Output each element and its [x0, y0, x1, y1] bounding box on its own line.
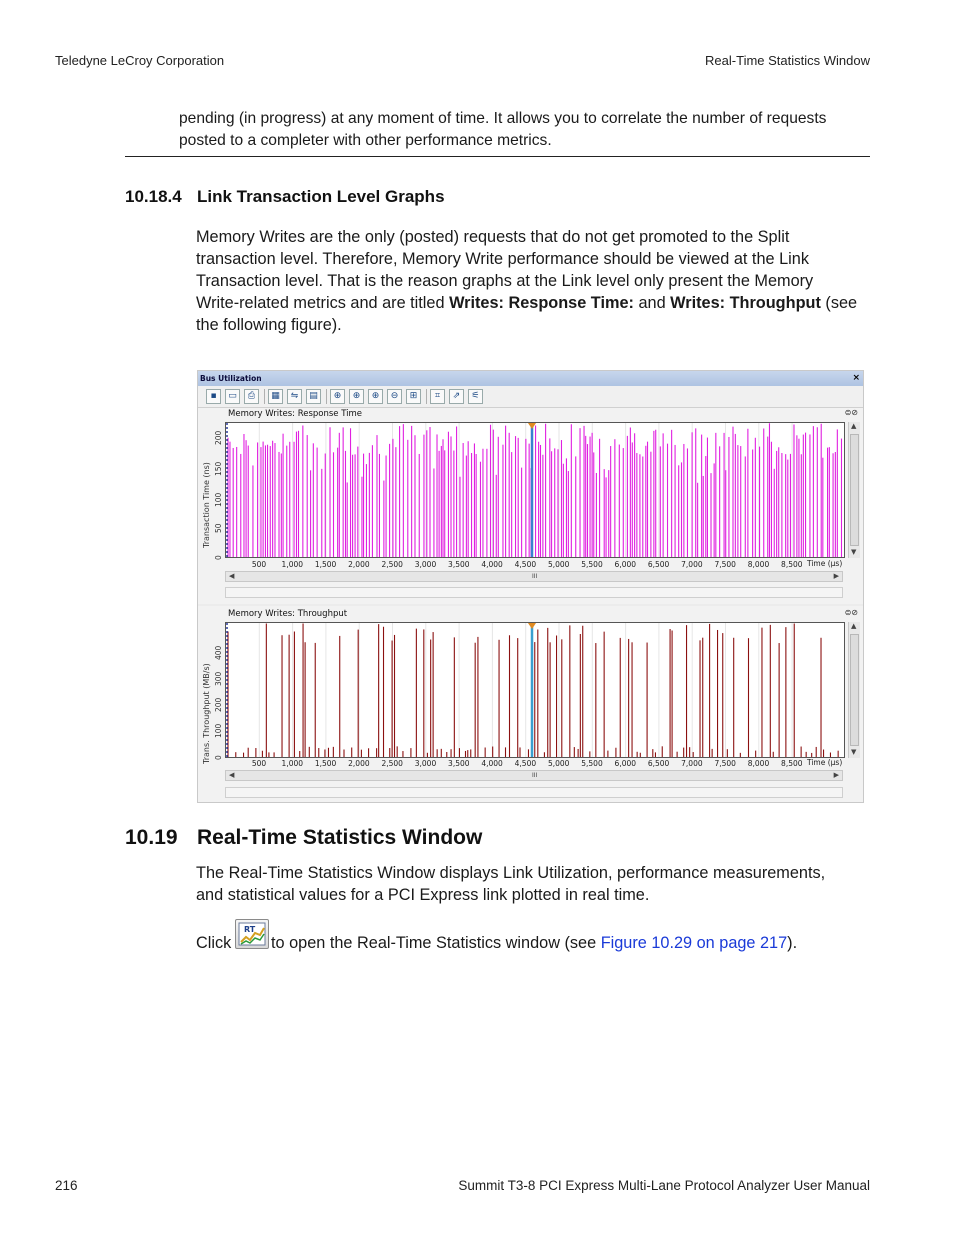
save-icon[interactable]: ▪ [206, 389, 221, 404]
graph-title: Memory Writes: Throughput [228, 609, 348, 619]
click-sentence-end: ). [787, 934, 798, 952]
zoom-in-x-icon[interactable]: ⊕ [349, 389, 364, 404]
y-tick: 100 [214, 492, 223, 507]
x-tick: 5,500 [581, 560, 603, 569]
page-number: 216 [55, 1178, 78, 1193]
scroll-right-icon[interactable]: ▶ [833, 771, 839, 779]
click-sentence [271, 932, 797, 954]
scroll-up-icon[interactable]: ▲ [851, 422, 857, 430]
x-tick: 500 [251, 759, 267, 768]
x-tick: 5,500 [581, 759, 603, 768]
scroll-grip[interactable]: III [532, 772, 538, 779]
scroll-up-icon[interactable]: ▲ [851, 622, 857, 630]
cursor-handle-icon[interactable] [528, 623, 536, 629]
x-tick: 6,000 [614, 759, 637, 768]
x-axis-unit: Time (µs) [807, 559, 843, 568]
throughput-chart [226, 623, 844, 757]
y-tick: 200 [214, 430, 223, 445]
vertical-scrollbar[interactable] [848, 622, 860, 758]
x-tick: 6,500 [647, 759, 670, 768]
x-tick: 6,000 [614, 560, 637, 569]
intro-line-1: pending (in progress) at any moment of time. It allows you to correlate the number of requests [179, 110, 827, 127]
print-icon[interactable]: ⎙ [244, 389, 259, 404]
y-tick: 0 [214, 755, 223, 760]
toolbar-separator [426, 389, 427, 404]
zoom-in-icon[interactable]: ⊕ [330, 389, 345, 404]
y-tick: 300 [214, 671, 223, 686]
throughput-panel [198, 606, 863, 802]
x-tick: 3,000 [414, 560, 437, 569]
response-time-chart [226, 423, 844, 557]
horizontal-scrollbar[interactable] [225, 571, 843, 582]
overview-bar[interactable] [225, 587, 843, 598]
footer-manual-title: Summit T3-8 PCI Express Multi-Lane Protocol Analyzer User Manual [458, 1178, 870, 1193]
window-title: Bus Utilization [198, 371, 863, 386]
export-icon[interactable]: ⇗ [449, 389, 464, 404]
x-tick: 8,000 [747, 560, 770, 569]
x-tick: 5,000 [547, 560, 570, 569]
body-line-2: transaction level. Therefore, Memory Write performance should be viewed at the Link [196, 250, 809, 268]
section-divider [125, 156, 870, 157]
bold-term-response-time: Writes: Response Time: [449, 294, 634, 312]
x-tick: 4,000 [481, 560, 503, 569]
y-tick: 150 [214, 461, 223, 476]
section-title: Real-Time Statistics Window [197, 826, 483, 849]
x-tick: 3,500 [448, 759, 470, 768]
scroll-grip[interactable]: III [532, 573, 538, 580]
y-tick: 100 [214, 723, 223, 738]
body-line-1: The Real-Time Statistics Window displays Link Utilization, performance measurements, [196, 864, 826, 882]
body-line-3: Transaction level. That is the reason graphs at the Link level only present the Memory [196, 272, 814, 290]
x-axis-unit: Time (µs) [807, 758, 843, 767]
zoom-out-icon[interactable]: ⊖ [387, 389, 402, 404]
toolbar-separator [326, 389, 327, 404]
body-line-4-and: and [633, 294, 671, 312]
scroll-left-icon[interactable]: ◀ [229, 771, 235, 779]
x-tick: 2,000 [348, 759, 370, 768]
response-time-plot[interactable] [225, 422, 845, 558]
bold-term-throughput: Writes: Throughput [670, 294, 821, 312]
section-number: 10.19 [125, 826, 178, 849]
scroll-thumb[interactable] [850, 634, 859, 746]
new-window-icon[interactable]: ▭ [225, 389, 240, 404]
select-range-icon[interactable]: ⌗ [430, 389, 445, 404]
x-tick: 6,500 [647, 560, 670, 569]
x-tick: 1,000 [281, 759, 304, 768]
running-header-right: Real-Time Statistics Window [705, 53, 870, 68]
x-tick: 2,500 [381, 560, 403, 569]
chart-settings-icon[interactable]: ⚟ [468, 389, 483, 404]
panel-collapse-icon[interactable]: ⊜⊘ [844, 608, 858, 617]
cursor-handle-icon[interactable] [528, 423, 536, 429]
section-title: Link Transaction Level Graphs [197, 187, 445, 206]
x-tick: 7,000 [681, 759, 703, 768]
panel-collapse-icon[interactable]: ⊜⊘ [844, 408, 858, 417]
body-line-4-see: (see [820, 294, 858, 312]
body-line-1: Memory Writes are the only (posted) requests that do not get promoted to the Split [196, 228, 790, 246]
y-tick: 400 [214, 645, 223, 660]
sync-icon[interactable]: ⇋ [287, 389, 302, 404]
x-tick: 2,500 [381, 759, 403, 768]
x-tick: 4,000 [481, 759, 503, 768]
body-line-2: and statistical values for a PCI Express link plotted in real time. [196, 886, 650, 904]
scroll-thumb[interactable] [850, 434, 859, 546]
figure-cross-reference-link[interactable]: Figure 10.29 on page 217 [600, 934, 788, 952]
graph-title: Memory Writes: Response Time [228, 409, 363, 419]
rt-label: RT [244, 925, 256, 934]
realtime-stats-glyph [236, 920, 268, 948]
x-tick: 3,000 [414, 759, 437, 768]
intro-line-2: posted to a completer with other performance metrics. [179, 132, 552, 149]
x-tick: 1,500 [314, 560, 337, 569]
scroll-right-icon[interactable]: ▶ [833, 572, 839, 580]
realtime-stats-icon[interactable] [235, 919, 269, 949]
body-line-4-text: Write-related metrics and are titled [196, 294, 450, 312]
x-tick: 500 [251, 560, 267, 569]
zoom-fit-icon[interactable]: ⊞ [406, 389, 421, 404]
throughput-plot[interactable] [225, 622, 845, 758]
scroll-down-icon[interactable]: ▼ [851, 548, 857, 556]
y-tick: 200 [214, 697, 223, 712]
x-tick: 8,500 [781, 560, 803, 569]
body-line-5: the following figure). [196, 316, 342, 334]
x-tick: 3,500 [448, 560, 470, 569]
clipboard-icon[interactable]: ▤ [306, 389, 321, 404]
vertical-scrollbar[interactable] [848, 422, 860, 558]
horizontal-scrollbar[interactable] [225, 770, 843, 781]
response-time-panel [198, 408, 863, 604]
y-tick: 0 [214, 555, 223, 560]
x-tick: 5,000 [547, 759, 570, 768]
scroll-down-icon[interactable]: ▼ [851, 748, 857, 756]
zoom-in-y-icon[interactable]: ⊕ [368, 389, 383, 404]
x-tick: 7,000 [681, 560, 703, 569]
x-tick: 8,000 [747, 759, 770, 768]
x-tick: 2,000 [348, 560, 370, 569]
overview-bar[interactable] [225, 787, 843, 798]
x-tick: 1,500 [314, 759, 337, 768]
bus-utilization-figure [197, 370, 864, 803]
toolbar-separator [264, 389, 265, 404]
body-line-4 [196, 292, 857, 314]
layout-grid-icon[interactable]: ▦ [268, 389, 283, 404]
y-tick: 50 [214, 523, 223, 533]
x-tick: 4,500 [514, 759, 537, 768]
x-tick: 7,500 [714, 759, 736, 768]
toolbar [198, 386, 863, 408]
click-sentence-text: to open the Real-Time Statistics window (see [271, 934, 601, 952]
section-number: 10.18.4 [125, 187, 182, 206]
x-tick: 8,500 [781, 759, 803, 768]
y-axis-label: Trans. Throughput (MB/s) [202, 663, 211, 764]
x-tick: 7,500 [714, 560, 736, 569]
x-tick: 4,500 [514, 560, 537, 569]
close-icon[interactable]: × [852, 373, 860, 383]
x-tick: 1,000 [281, 560, 304, 569]
click-text: Click [196, 934, 232, 952]
running-header-left: Teledyne LeCroy Corporation [55, 53, 225, 68]
scroll-left-icon[interactable]: ◀ [229, 572, 235, 580]
y-axis-label: Transaction Time (ns) [202, 462, 211, 548]
